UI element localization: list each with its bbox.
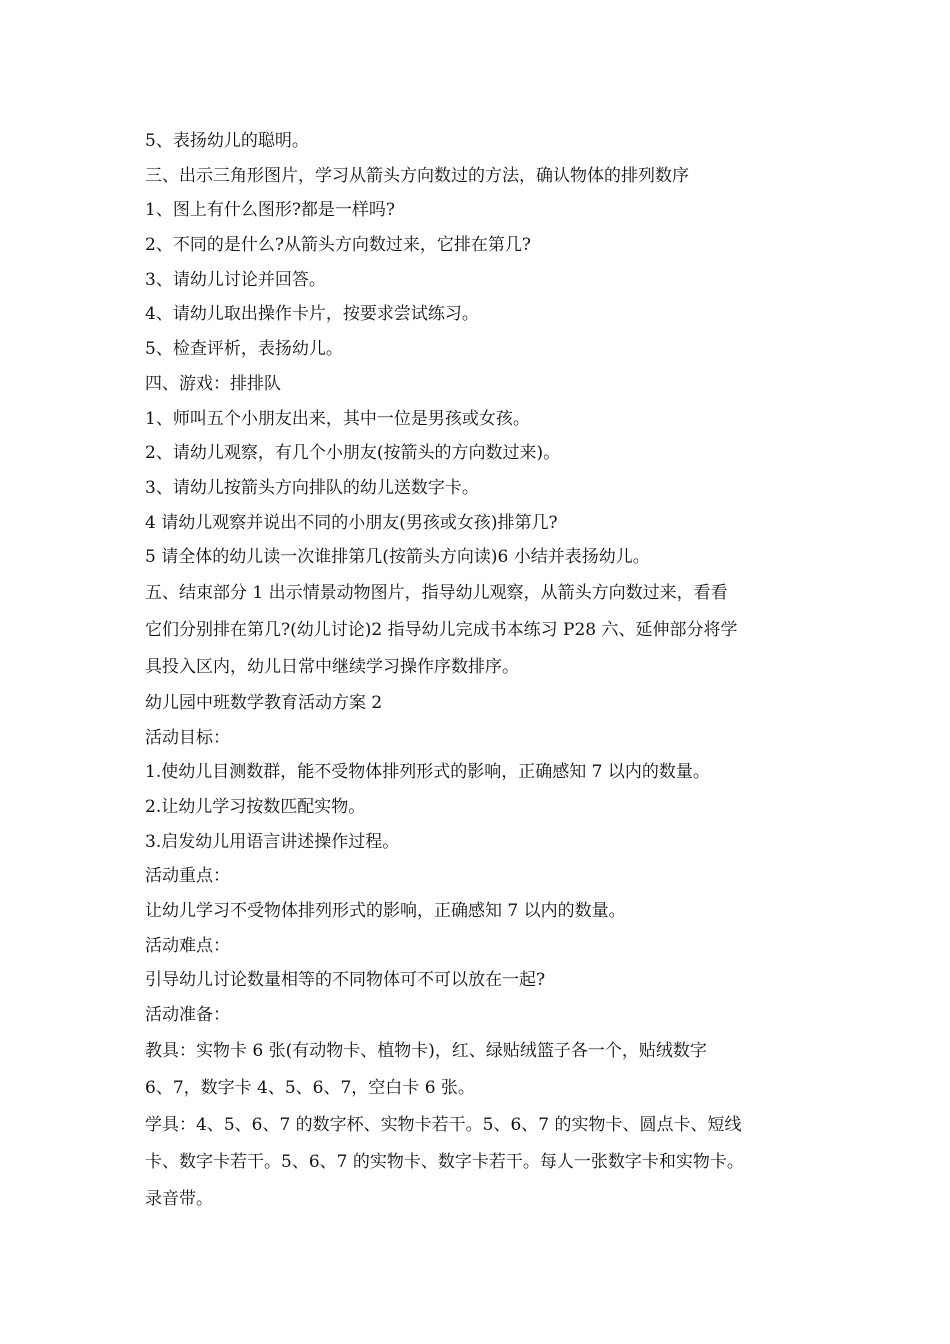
section-heading: 三、出示三角形图片，学习从箭头方向数过的方法，确认物体的排列数序	[145, 165, 689, 186]
text-line: 引导幼儿讨论数量相等的不同物体可不可以放在一起?	[145, 970, 546, 991]
paragraph-line: 它们分别排在第几?(幼儿讨论)2 指导幼儿完成书本练习 P28 六、延伸部分将学	[145, 619, 738, 640]
paragraph-line: 6、7，数字卡 4、5、6、7，空白卡 6 张。	[145, 1077, 475, 1098]
section-heading: 活动准备：	[145, 1005, 230, 1026]
text-line: 1、图上有什么图形?都是一样吗?	[145, 200, 396, 221]
paragraph-line: 卡、数字卡若干。5、6、7 的实物卡、数字卡若干。每人一张数字卡和实物卡。	[145, 1151, 744, 1172]
text-line: 3.启发幼儿用语言讲述操作过程。	[145, 831, 400, 852]
text-line: 5、表扬幼儿的聪明。	[145, 131, 309, 151]
document-body	[145, 124, 825, 1218]
text-line: 1.使幼儿目测数群，能不受物体排列形式的影响，正确感知 7 以内的数量。	[145, 762, 710, 783]
paragraph-conclusion	[145, 575, 825, 686]
text-line: 2、请幼儿观察，有几个小朋友(按箭头的方向数过来)。	[145, 443, 561, 464]
text-line: 5、检查评析，表扬幼儿。	[145, 339, 343, 360]
paragraph-student-tools	[145, 1107, 825, 1218]
text-line: 2、不同的是什么?从箭头方向数过来，它排在第几?	[145, 235, 532, 256]
text-line: 5 请全体的幼儿读一次谁排第几(按箭头方向读)6 小结并表扬幼儿。	[145, 547, 650, 568]
section-heading: 活动重点：	[145, 866, 230, 887]
paragraph-line: 学具：4、5、6、7 的数字杯、实物卡若干。5、6、7 的实物卡、圆点卡、短线	[145, 1114, 742, 1135]
document-title: 幼儿园中班数学教育活动方案 2	[145, 692, 383, 713]
text-line: 4、请幼儿取出操作卡片，按要求尝试练习。	[145, 304, 479, 325]
section-heading: 活动目标：	[145, 727, 230, 748]
paragraph-line: 具投入区内，幼儿日常中继续学习操作序数排序。	[145, 656, 519, 677]
paragraph-line: 五、结束部分 1 出示情景动物图片，指导幼儿观察，从箭头方向数过来，看看	[145, 582, 728, 603]
text-line: 让幼儿学习不受物体排列形式的影响，正确感知 7 以内的数量。	[145, 901, 626, 922]
text-line: 1、师叫五个小朋友出来，其中一位是男孩或女孩。	[145, 408, 530, 429]
section-heading: 活动难点：	[145, 935, 230, 956]
paragraph-line: 录音带。	[145, 1188, 213, 1209]
paragraph-teaching-tools	[145, 1033, 825, 1107]
text-line: 4 请幼儿观察并说出不同的小朋友(男孩或女孩)排第几?	[145, 512, 558, 533]
text-line: 2.让幼儿学习按数匹配实物。	[145, 797, 366, 817]
text-line: 3、请幼儿讨论并回答。	[145, 269, 326, 290]
section-heading: 四、游戏：排排队	[145, 373, 281, 394]
text-line: 3、请幼儿按箭头方向排队的幼儿送数字卡。	[145, 477, 479, 498]
paragraph-line: 教具：实物卡 6 张(有动物卡、植物卡)，红、绿贴绒篮子各一个，贴绒数字	[145, 1040, 707, 1061]
